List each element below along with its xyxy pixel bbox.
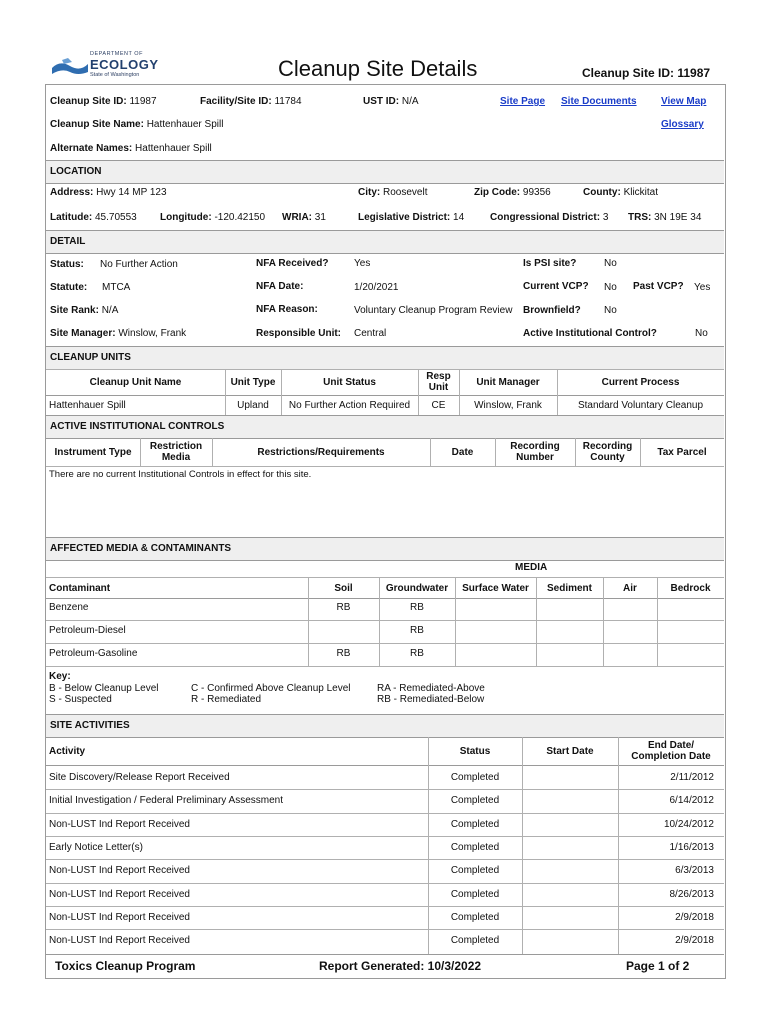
wria: WRIA: 31 — [282, 212, 326, 223]
cell-unit-type: Upland — [237, 400, 269, 411]
cell-start-date — [522, 836, 618, 859]
cell-groundwater: RB — [410, 601, 424, 613]
footer-generated: Report Generated: 10/3/2022 — [319, 959, 482, 973]
col-status: Status — [459, 745, 491, 757]
current-vcp-value: No — [604, 282, 617, 293]
col-resp-unit: Resp Unit — [426, 371, 451, 393]
active-institutional-control-label: Active Institutional Control? — [523, 328, 657, 339]
cell-status: Completed — [450, 912, 500, 923]
header-site-id: Cleanup Site ID: 11987 — [582, 66, 711, 80]
logo-name: ECOLOGY — [90, 57, 159, 72]
legislative-district: Legislative District: 14 — [358, 212, 465, 223]
congressional-district: Congressional District: 3 — [490, 212, 609, 223]
active-institutional-control-value: No — [695, 328, 708, 339]
cell-activity: Non-LUST Ind Report Received — [49, 935, 190, 946]
cell-unit-name: Hattenhauer Spill — [49, 400, 126, 411]
col-instrument-type: Instrument Type — [54, 446, 132, 458]
ecology-logo — [50, 51, 159, 82]
col-unit-type: Unit Type — [230, 376, 276, 388]
past-vcp-label: Past VCP? — [633, 281, 684, 292]
brownfield-value: No — [604, 305, 617, 316]
longitude: Longitude: -120.42150 — [160, 212, 266, 223]
responsible-unit-value: Central — [354, 328, 387, 339]
key-ra: RA - Remediated-Above — [377, 683, 485, 694]
cleanup-site-name: Cleanup Site Name: Hattenhauer Spill — [50, 119, 224, 130]
cell-start-date — [522, 929, 618, 952]
cell-status: Completed — [450, 842, 500, 853]
col-bedrock: Bedrock — [670, 582, 711, 594]
col-restriction-media: Restriction Media — [149, 441, 203, 463]
address: Address: Hwy 14 MP 123 — [50, 187, 167, 198]
zip-code: Zip Code: 99356 — [474, 187, 551, 198]
nfa-reason-label: NFA Reason: — [256, 304, 318, 315]
col-tax-parcel: Tax Parcel — [657, 446, 707, 458]
current-vcp-label: Current VCP? — [523, 281, 589, 292]
cell-end-date: 2/9/2018 — [675, 912, 714, 923]
col-contaminant: Contaminant — [49, 582, 111, 594]
col-current-process: Current Process — [601, 376, 680, 388]
cell-start-date — [522, 789, 618, 812]
page-title: Cleanup Site Details — [278, 56, 478, 81]
cell-end-date: 1/16/2013 — [669, 842, 714, 853]
nfa-received-value: Yes — [354, 258, 371, 269]
responsible-unit-label: Responsible Unit: — [256, 328, 342, 339]
cell-start-date — [522, 859, 618, 882]
cell-resp-unit: CE — [431, 400, 446, 411]
cell-end-date: 6/3/2013 — [675, 865, 714, 876]
col-unit-status: Unit Status — [323, 376, 376, 388]
cleanup-site-id: Cleanup Site ID: 11987 — [50, 96, 157, 107]
cell-activity: Non-LUST Ind Report Received — [49, 819, 190, 830]
logo-dept: DEPARTMENT OF — [90, 51, 143, 57]
section-affected-media: AFFECTED MEDIA & CONTAMINANTS — [46, 537, 724, 561]
nfa-received-label: NFA Received? — [256, 258, 329, 269]
col-soil: Soil — [334, 582, 353, 594]
col-activity: Activity — [49, 745, 86, 757]
site-documents-link[interactable]: Site Documents — [561, 96, 637, 107]
col-sediment: Sediment — [546, 582, 592, 594]
cell-current-process: Standard Voluntary Cleanup — [577, 400, 704, 411]
section-institutional-controls: ACTIVE INSTITUTIONAL CONTROLS — [46, 415, 724, 439]
cell-groundwater: RB — [410, 624, 424, 636]
col-unit-manager: Unit Manager — [476, 376, 540, 388]
media-group-label: MEDIA — [515, 562, 548, 573]
footer-page: Page 1 of 2 — [626, 959, 690, 973]
nfa-date-value: 1/20/2021 — [354, 282, 399, 293]
trs: TRS: 3N 19E 34 — [628, 212, 702, 223]
cell-status: Completed — [450, 935, 500, 946]
cell-end-date: 8/26/2013 — [669, 889, 714, 900]
cell-groundwater: RB — [410, 647, 424, 659]
col-date: Date — [451, 446, 474, 458]
cell-start-date — [522, 813, 618, 836]
key-r: R - Remediated — [191, 694, 262, 705]
nfa-date-label: NFA Date: — [256, 281, 304, 292]
col-end-date: End Date/ Completion Date — [631, 740, 711, 762]
latitude: Latitude: 45.70553 — [50, 212, 137, 223]
col-surface-water: Surface Water — [462, 582, 529, 594]
city: City: Roosevelt — [358, 187, 428, 198]
cell-start-date — [522, 906, 618, 929]
cell-status: Completed — [450, 772, 500, 783]
status-value: No Further Action — [100, 259, 178, 270]
statute-label: Statute: — [50, 282, 88, 293]
nfa-reason-value: Voluntary Cleanup Program Review — [354, 305, 513, 316]
footer-program: Toxics Cleanup Program — [55, 959, 196, 973]
cell-start-date — [522, 766, 618, 789]
cell-contaminant: Petroleum-Gasoline — [49, 647, 138, 659]
section-cleanup-units: CLEANUP UNITS — [46, 346, 724, 370]
cell-activity: Non-LUST Ind Report Received — [49, 865, 190, 876]
county: County: Klickitat — [583, 187, 659, 198]
site-page-link[interactable]: Site Page — [500, 96, 546, 107]
cell-soil: RB — [336, 647, 351, 659]
site-rank: Site Rank: N/A — [50, 305, 119, 316]
cell-status: Completed — [450, 795, 500, 806]
cell-activity: Non-LUST Ind Report Received — [49, 889, 190, 900]
cell-status: Completed — [450, 865, 500, 876]
col-air: Air — [623, 582, 637, 594]
key-c: C - Confirmed Above Cleanup Level — [191, 683, 351, 694]
col-groundwater: Groundwater — [385, 582, 449, 594]
cell-activity: Site Discovery/Release Report Received — [49, 772, 230, 783]
section-detail: DETAIL — [46, 230, 724, 254]
psi-label: Is PSI site? — [523, 258, 577, 269]
psi-value: No — [604, 258, 617, 269]
cell-contaminant: Petroleum-Diesel — [49, 624, 126, 636]
section-site-activities: SITE ACTIVITIES — [46, 714, 724, 738]
key-b: B - Below Cleanup Level — [49, 683, 159, 694]
cell-status: Completed — [450, 819, 500, 830]
col-restrictions-requirements: Restrictions/Requirements — [257, 446, 385, 458]
col-recording-county: Recording County — [582, 441, 633, 463]
cell-activity: Initial Investigation / Federal Preliminary Assessment — [49, 795, 283, 806]
cell-end-date: 6/14/2012 — [669, 795, 714, 806]
section-location: LOCATION — [46, 160, 724, 184]
col-cleanup-unit-name: Cleanup Unit Name — [89, 376, 182, 388]
ust-id: UST ID: N/A — [363, 96, 419, 107]
cell-soil: RB — [336, 601, 351, 613]
no-controls-message: There are no current Institutional Controls in effect for this site. — [49, 469, 312, 480]
cell-status: Completed — [450, 889, 500, 900]
glossary-link[interactable]: Glossary — [661, 119, 704, 130]
cell-end-date: 2/9/2018 — [675, 935, 714, 946]
statute-value: MTCA — [102, 282, 131, 293]
status-label: Status: — [50, 259, 84, 270]
cell-activity: Non-LUST Ind Report Received — [49, 912, 190, 923]
view-map-link[interactable]: View Map — [661, 96, 707, 107]
key-rb: RB - Remediated-Below — [377, 694, 485, 705]
past-vcp-value: Yes — [694, 282, 711, 293]
alternate-names: Alternate Names: Hattenhauer Spill — [50, 143, 212, 154]
facility-id: Facility/Site ID: 11784 — [200, 96, 302, 107]
col-start-date: Start Date — [546, 745, 594, 757]
cell-start-date — [522, 883, 618, 906]
key-label: Key: — [49, 671, 71, 682]
logo-state: State of Washington — [90, 72, 140, 78]
site-manager: Site Manager: Winslow, Frank — [50, 328, 187, 339]
cell-end-date: 10/24/2012 — [663, 819, 714, 830]
cell-contaminant: Benzene — [49, 601, 89, 613]
key-s: S - Suspected — [49, 694, 112, 705]
col-recording-number: Recording Number — [510, 441, 560, 463]
brownfield-label: Brownfield? — [523, 305, 581, 316]
cell-activity: Early Notice Letter(s) — [49, 842, 143, 853]
cell-unit-status: No Further Action Required — [288, 400, 411, 411]
wave-icon — [50, 54, 90, 78]
cell-end-date: 2/11/2012 — [670, 772, 714, 783]
cell-unit-manager: Winslow, Frank — [474, 400, 542, 411]
